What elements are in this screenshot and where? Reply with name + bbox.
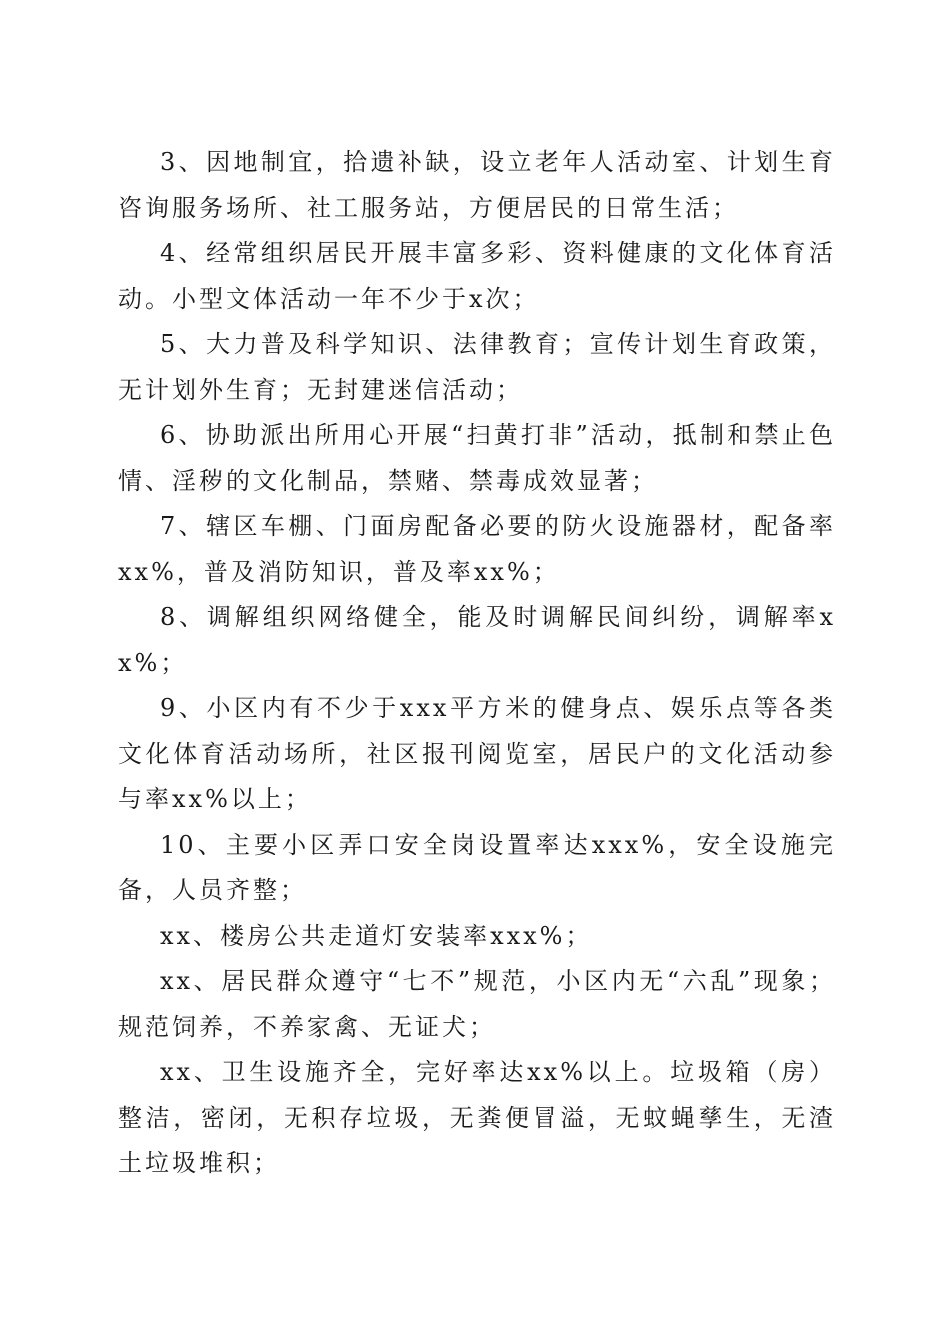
- paragraph-item-4: 4、经常组织居民开展丰富多彩、资料健康的文化体育活动。小型文体活动一年不少于x次；: [118, 239, 836, 313]
- paragraph-item-12: xx、居民群众遵守“七不”规范，小区内无“六乱”现象；规范饲养，不养家禽、无证犬；: [118, 967, 836, 1041]
- paragraph-item-6: 6、协助派出所用心开展“扫黄打非”活动，抵制和禁止色情、淫秽的文化制品，禁赌、禁毒成效显著；: [118, 421, 836, 495]
- paragraph-item-7: 7、辖区车棚、门面房配备必要的防火设施器材，配备率xx%，普及消防知识，普及率xx%；: [118, 512, 836, 586]
- paragraph-item-13: xx、卫生设施齐全，完好率达xx%以上。垃圾箱（房）整洁，密闭，无积存垃圾，无粪便冒溢，无蚊蝇孳生，无渣土垃圾堆积；: [118, 1058, 836, 1177]
- paragraph-item-10: 10、主要小区弄口安全岗设置率达xxx%，安全设施完备，人员齐整；: [118, 830, 836, 904]
- paragraph-item-5: 5、大力普及科学知识、法律教育；宣传计划生育政策，无计划外生育；无封建迷信活动；: [118, 330, 836, 404]
- paragraph-item-9: 9、小区内有不少于xxx平方米的健身点、娱乐点等各类文化体育活动场所，社区报刊阅览室，居民户的文化活动参与率xx%以上；: [118, 694, 836, 813]
- document-body: [118, 140, 836, 1187]
- paragraph-item-8: 8、调解组织网络健全，能及时调解民间纠纷，调解率xx%；: [118, 603, 836, 677]
- paragraph-item-3: 3、因地制宜，拾遗补缺，设立老年人活动室、计划生育咨询服务场所、社工服务站，方便居民的日常生活；: [118, 148, 836, 222]
- paragraph-item-11: xx、楼房公共走道灯安装率xxx%；: [160, 921, 593, 950]
